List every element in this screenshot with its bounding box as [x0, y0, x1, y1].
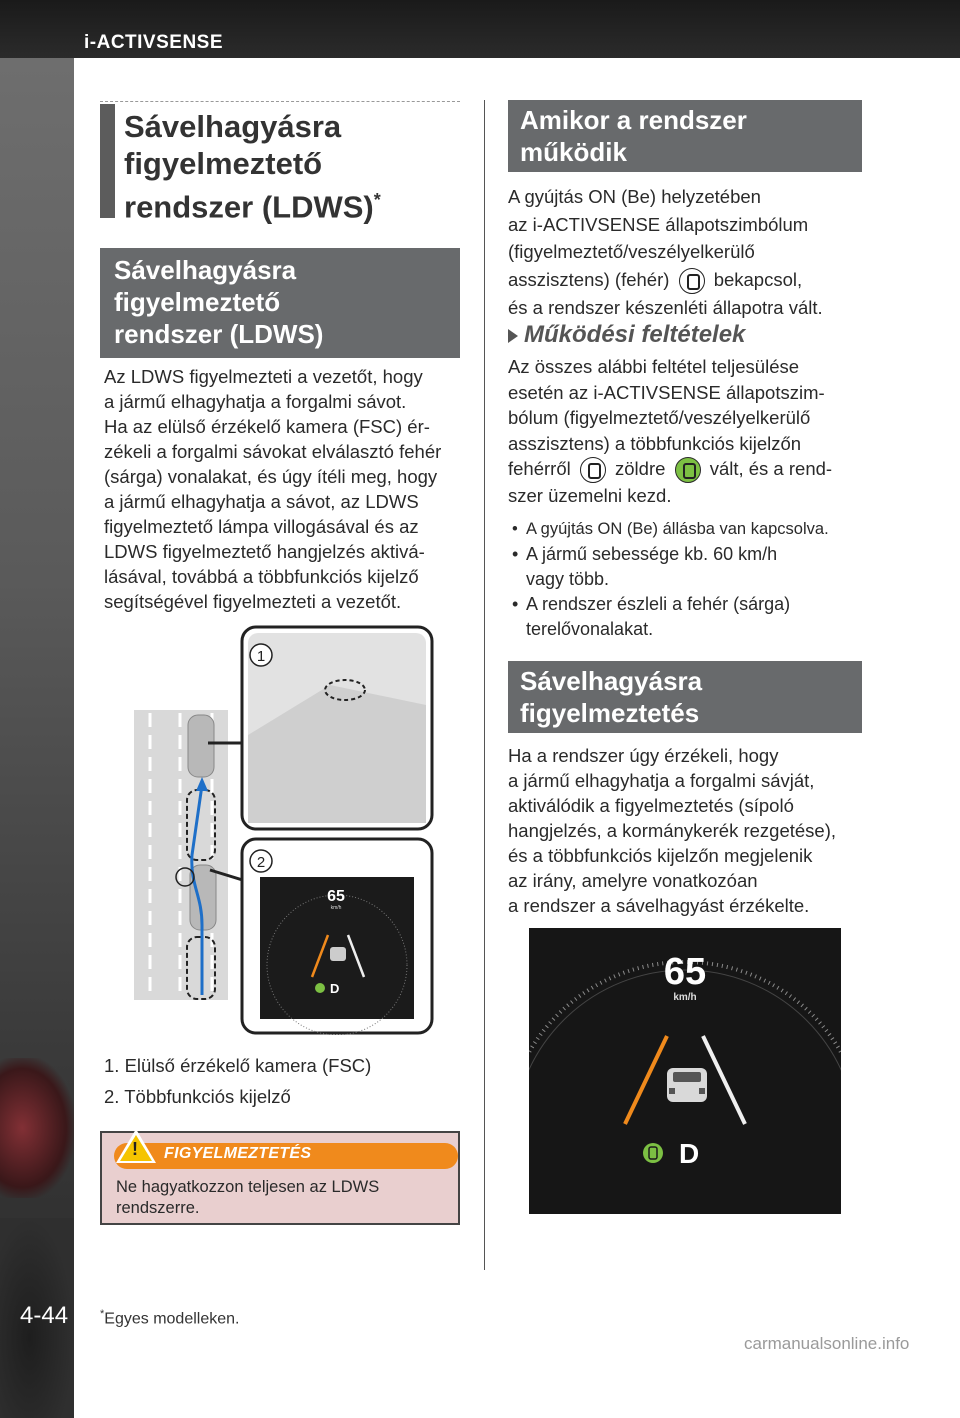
top-bar	[0, 0, 960, 58]
conditions-text: Az összes alábbi feltétel teljesülése esetén az i-ACTIVSENSE állapotszim- bólum (figyelmeztető/veszélyelkerülő asszisztens) a többfunkciós kijelzőn fehérről zöldre vált, és a rend- szer üzemelni kezd.	[508, 356, 833, 507]
car-icon	[667, 1068, 707, 1102]
title-bar	[100, 104, 115, 218]
page-number: 4-44	[20, 1302, 69, 1329]
svg-text:1: 1	[256, 648, 266, 665]
status-symbol-white-icon	[580, 457, 606, 483]
multi-info-display	[529, 928, 841, 1214]
gear-indicator: D	[679, 1138, 700, 1169]
side-photo-red	[0, 1058, 74, 1198]
column-divider	[484, 100, 485, 1270]
subheader-conditions: Működési feltételek	[508, 321, 745, 349]
section-title: i-ACTIVSENSE	[84, 32, 224, 53]
svg-text:km/h: km/h	[330, 905, 342, 911]
ldws-description: Az LDWS figyelmezteti a vezetőt, hogy a jármű elhagyhatja a forgalmi sávot. Ha az elülső érzékelő kamera (FSC) ér- zékeli a forgalmi sávokat elválasztó fehér (sárga) vonalakat, és úgy ítéli meg, hogy a jármű elhagyhatja a sávot, az LDWS figyelmeztető lámpa villogásával és az LDWS figyelmeztető hangjelzés aktivá- lásával, továbbá a többfunkciós kijelző segítségével figyelmezteti a vezetőt.	[104, 366, 442, 612]
status-symbol-white-icon	[679, 268, 705, 294]
main-title	[100, 104, 460, 225]
subheader-marker-icon	[508, 329, 518, 343]
warning-box: FIGYELMEZTETÉS ! Ne hagyatkozzon teljesen az LDWS rendszerre.	[100, 1131, 460, 1225]
warning-band: FIGYELMEZTETÉS	[114, 1143, 458, 1169]
operation-text: A gyújtás ON (Be) helyzetében az i-ACTIVSENSE állapotszimbólum (figyelmeztető/veszélyelkerülő asszisztens) (fehér) bekapcsol, és a rendszer készenléti állapotra vált.	[508, 186, 823, 318]
speed-unit: km/h	[673, 992, 697, 1003]
watermark: carmanualsonline.info	[744, 1334, 910, 1353]
list-item: • A gyújtás ON (Be) állásba van kapcsolva.	[510, 517, 829, 542]
svg-text:65: 65	[327, 888, 345, 905]
section-header-ldws: Sávelhagyásra figyelmeztető rendszer (LDWS)	[100, 248, 460, 358]
list-item: • A rendszer észleli a fehér (sárga) terelővonalakat.	[510, 592, 829, 642]
status-symbol-green-icon	[675, 457, 701, 483]
list-item: • A jármű sebessége kb. 60 km/h vagy több.	[510, 542, 829, 592]
top-divider	[100, 101, 460, 102]
car-ahead	[188, 715, 214, 777]
main-title-text: Sávelhagyásra figyelmeztető rendszer (LDWS)*	[124, 109, 381, 225]
speed-value: 65	[663, 951, 707, 993]
status-indicator-green	[643, 1143, 663, 1163]
section-header-operation: Amikor a rendszer működik	[508, 100, 862, 172]
svg-text:2: 2	[256, 854, 266, 871]
footnote: *Egyes modelleken.	[100, 1308, 240, 1328]
svg-text:D: D	[330, 981, 340, 996]
mini-indicator	[315, 983, 325, 993]
section-header-lane-warning: Sávelhagyásra figyelmeztetés	[508, 661, 862, 733]
lane-warning-text: Ha a rendszer úgy érzékeli, hogy a jármű elhagyhatja a forgalmi sávját, aktiválódik a figyelmeztetés (sípoló hangjelzés, a kormánykerék rezgetése), és a többfunkciós kijelzőn megjelenik az irány, amelyre vonatkozóan a rendszer a sávelhagyást érzékelte.	[508, 745, 837, 916]
figure-legend: 1. Elülső érzékelő kamera (FSC) 2. Többfunkciós kijelző	[104, 1055, 372, 1107]
conditions-list	[510, 517, 829, 642]
ldws-illustration	[130, 625, 435, 1035]
side-strip	[0, 58, 74, 1362]
